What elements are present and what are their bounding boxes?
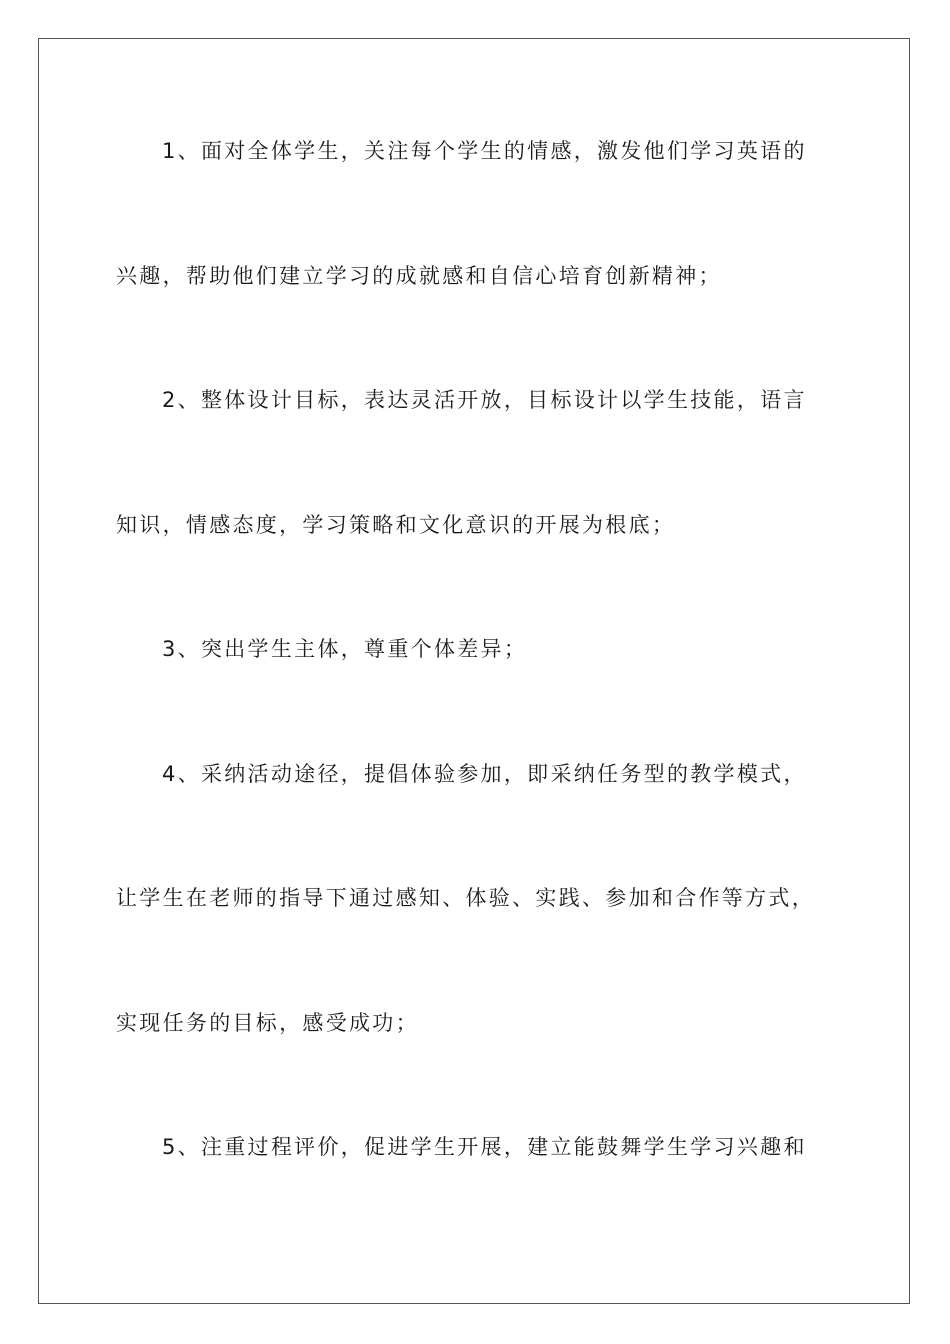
text-line-7: 让学生在老师的指导下通过感知、体验、实践、参加和合作等方式，: [116, 886, 815, 910]
text-line-3: 2、整体设计目标，表达灵活开放，目标设计以学生技能，语言: [162, 388, 807, 412]
text-line-8: 实现任务的目标，感受成功；: [116, 1011, 419, 1035]
text-line-9: 5、注重过程评价，促进学生开展，建立能鼓舞学生学习兴趣和: [162, 1135, 807, 1159]
text-line-5: 3、突出学生主体，尊重个体差异；: [162, 637, 528, 661]
text-line-2: 兴趣，帮助他们建立学习的成就感和自信心培育创新精神；: [116, 264, 722, 288]
text-line-1: 1、面对全体学生，关注每个学生的情感，激发他们学习英语的: [162, 139, 807, 163]
text-line-6: 4、采纳活动途径，提倡体验参加，即采纳任务型的教学模式，: [162, 762, 807, 786]
text-line-4: 知识，情感态度，学习策略和文化意识的开展为根底；: [116, 513, 676, 537]
page-border: [38, 38, 910, 1304]
